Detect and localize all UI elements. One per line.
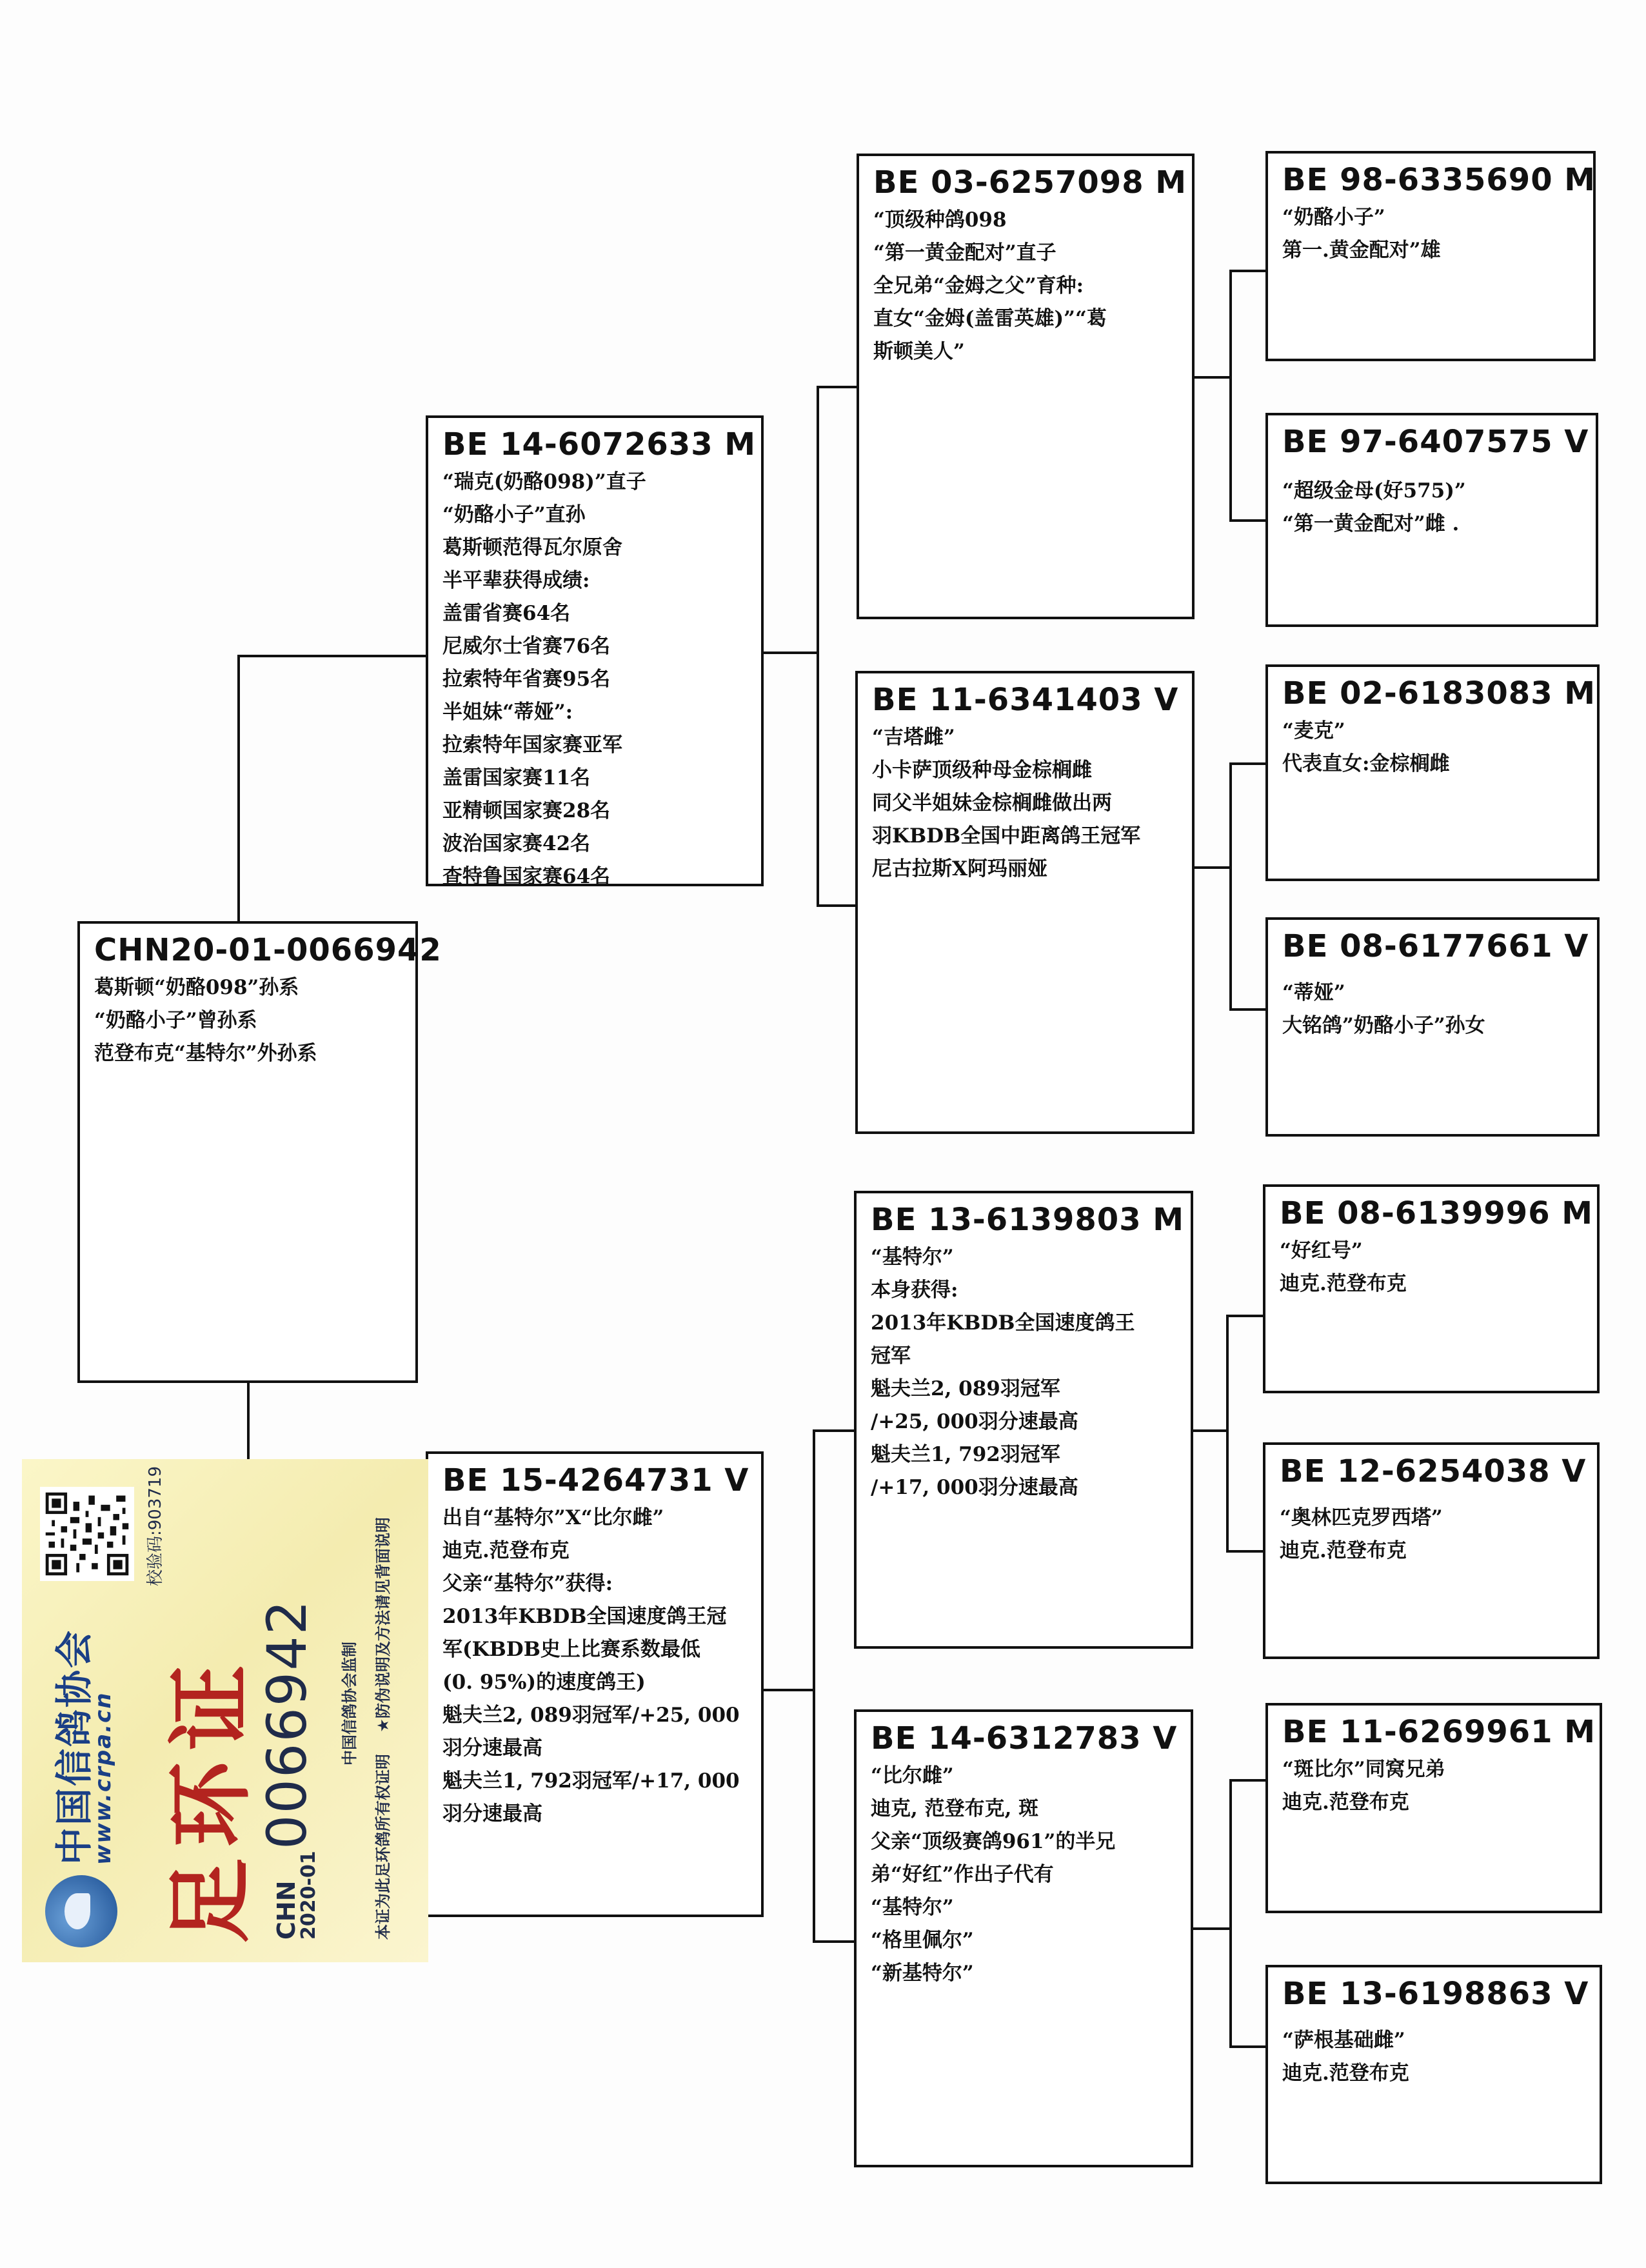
note-line: 2013年KBDB全国速度鸽王 xyxy=(871,1311,1135,1335)
pedigree-notes xyxy=(1282,463,1582,541)
note-line: 迪克.范登布克 xyxy=(1280,1539,1407,1562)
qr-code-icon xyxy=(40,1487,134,1581)
pedigree-notes xyxy=(871,1241,1176,1504)
note-line: 第一.黄金配对”雄 xyxy=(1282,239,1441,262)
pedigree-box-dam xyxy=(426,1451,764,1917)
pedigree-box-sire xyxy=(426,415,764,886)
note-line: 出自“基特尔”X“比尔雌” xyxy=(442,1506,664,1529)
note-line: 盖雷省赛64名 xyxy=(442,602,571,625)
certificate-country: CHN xyxy=(272,1880,301,1940)
note-line xyxy=(1280,1493,1583,1502)
ring-number: BE 08-6177661 V xyxy=(1282,928,1589,964)
ring-number: CHN20-01-0066942 xyxy=(94,932,442,968)
ring-number: BE 08-6139996 M xyxy=(1280,1195,1594,1231)
note-line: 直女“金姆(盖雷英雄)”“葛 xyxy=(873,307,1107,330)
note-line: (0. 95%)的速度鸽王) xyxy=(442,1671,646,1694)
note-line: “基特尔” xyxy=(871,1246,954,1269)
pedigree-notes xyxy=(1282,2015,1585,2090)
certificate-footer-ownership: 本证为此足环鸽所有权证明 xyxy=(374,1754,392,1940)
ring-number: BE 12-6254038 V xyxy=(1280,1453,1587,1489)
pigeon-emblem-icon xyxy=(45,1875,117,1947)
pedigree-notes xyxy=(1282,1753,1585,1819)
note-line xyxy=(1282,2015,1585,2024)
note-line: “瑞克(奶酪098)”直子 xyxy=(442,470,646,493)
note-line: “比尔雌” xyxy=(871,1764,954,1787)
ring-number: BE 15-4264731 V xyxy=(442,1462,749,1498)
pedigree-box-dam-sire xyxy=(854,1191,1193,1649)
note-line: 尼古拉斯X阿玛丽娅 xyxy=(872,857,1048,880)
note-line: “斑比尔”同窝兄弟 xyxy=(1282,1758,1445,1781)
note-line: 盖雷国家赛11名 xyxy=(442,766,591,790)
note-line: 斯顿美人” xyxy=(873,340,965,363)
note-line: “萨根基础雌” xyxy=(1282,2029,1405,2052)
note-line: 范登布克“基特尔”外孙系 xyxy=(94,1042,317,1065)
ring-number: BE 11-6341403 V xyxy=(872,682,1179,718)
note-line: 迪克.范登布克 xyxy=(442,1539,570,1562)
ring-number: BE 97-6407575 V xyxy=(1282,424,1589,460)
ring-number: BE 14-6072633 M xyxy=(442,426,757,463)
note-line: 羽分速最高 xyxy=(442,1736,542,1760)
note-line: “奶酪小子”直孙 xyxy=(442,503,586,526)
note-line: 葛斯顿“奶酪098”孙系 xyxy=(94,976,299,999)
note-line: 本身获得: xyxy=(871,1278,958,1302)
note-line: “顶级种鸽098 xyxy=(873,208,1007,232)
note-line: 全兄弟“金姆之父”育种: xyxy=(873,274,1084,297)
pedigree-notes xyxy=(871,1760,1176,1990)
pedigree-notes xyxy=(442,466,747,893)
ring-number: BE 13-6198863 V xyxy=(1282,1976,1589,2012)
note-line xyxy=(1282,968,1583,977)
note-line: 尼威尔士省赛76名 xyxy=(442,635,611,658)
pedigree-notes xyxy=(1280,1493,1583,1567)
note-line: 迪克.范登布克 xyxy=(1280,1272,1407,1295)
ring-certificate xyxy=(22,1459,428,1962)
note-line: 亚精顿国家赛28名 xyxy=(442,799,611,822)
note-line: 父亲“顶级赛鸽961”的半兄 xyxy=(871,1830,1116,1853)
note-line: 半平辈获得成绩: xyxy=(442,569,590,592)
note-line: “奶酪小子”曾孙系 xyxy=(94,1009,257,1032)
pedigree-notes xyxy=(94,971,401,1070)
note-line: “吉塔雌” xyxy=(872,726,955,749)
note-line: 魁夫兰2, 089羽冠军/+25, 000 xyxy=(442,1704,740,1727)
ring-number: BE 03-6257098 M xyxy=(873,164,1187,201)
note-line: “好红号” xyxy=(1280,1239,1363,1262)
note-line: 迪克.范登布克 xyxy=(1282,1791,1409,1814)
certificate-footer-supervisor: 中国信鸽协会监制 xyxy=(341,1642,359,1766)
certificate-number: 0066942 xyxy=(255,1598,319,1849)
certificate-year-code: 2020-01 xyxy=(297,1851,320,1940)
note-line: 拉索特年国家赛亚军 xyxy=(442,733,622,757)
pedigree-box-dd-dam xyxy=(1265,1965,1602,2184)
certificate-content xyxy=(28,1462,422,1959)
note-line: “麦克” xyxy=(1282,719,1345,742)
note-line: 迪克, 范登布克, 斑 xyxy=(871,1797,1039,1820)
note-line: 迪克.范登布克 xyxy=(1282,2062,1409,2085)
ring-number: BE 14-6312783 V xyxy=(871,1720,1178,1756)
note-line: 大铭鸽”奶酪小子”孙女 xyxy=(1282,1014,1485,1037)
note-line: “奶酪小子” xyxy=(1282,206,1385,229)
certificate-website: www.crpa.cn xyxy=(90,1691,116,1865)
pedigree-box-dam-dam xyxy=(854,1709,1193,2167)
note-line: 羽KBDB全国中距离鸽王冠军 xyxy=(872,824,1141,848)
ring-number: BE 02-6183083 M xyxy=(1282,675,1596,711)
note-line: 同父半姐妹金棕榈雌做出两 xyxy=(872,791,1112,815)
note-line: “第一黄金配对”直子 xyxy=(873,241,1056,264)
note-line xyxy=(1282,463,1582,475)
pedigree-notes xyxy=(1282,201,1579,267)
certificate-title: 足环证 xyxy=(161,1653,261,1944)
pedigree-box-ss-dam xyxy=(1265,413,1598,627)
note-line: 军(KBDB史上比赛系数最低 xyxy=(442,1638,700,1661)
note-line: 2013年KBDB全国速度鸽王冠 xyxy=(442,1605,727,1628)
pedigree-notes xyxy=(1282,968,1583,1042)
note-line: /+25, 000羽分速最高 xyxy=(871,1410,1078,1433)
ring-number: BE 98-6335690 M xyxy=(1282,162,1596,198)
note-line: 代表直女:金棕榈雌 xyxy=(1282,752,1450,775)
note-line: “蒂娅” xyxy=(1282,981,1345,1004)
note-line: “超级金母(好575)” xyxy=(1282,479,1466,502)
note-line: “第一黄金配对”雌 . xyxy=(1282,512,1460,535)
certificate-footer-anticounterfeit: ★防伪说明及方法请见背面说明 xyxy=(374,1517,392,1733)
note-line: /+17, 000羽分速最高 xyxy=(871,1476,1078,1499)
pedigree-notes xyxy=(442,1502,747,1831)
note-line: 半姐妹“蒂娅”: xyxy=(442,701,573,724)
pedigree-box-sd-sire xyxy=(1265,664,1600,881)
pedigree-box-subject xyxy=(77,921,442,1383)
pedigree-notes xyxy=(873,204,1178,368)
note-line: 查特鲁国家赛64名 xyxy=(442,865,611,888)
certificate-prefix xyxy=(273,1851,319,1940)
note-line: 葛斯顿范得瓦尔原舍 xyxy=(442,536,622,559)
note-line: 拉索特年省赛95名 xyxy=(442,668,611,691)
pedigree-box-sd-dam xyxy=(1265,917,1600,1137)
ring-number: BE 11-6269961 M xyxy=(1282,1714,1596,1750)
note-line: 魁夫兰1, 792羽冠军/+17, 000 xyxy=(442,1769,740,1793)
note-line: 羽分速最高 xyxy=(442,1802,542,1825)
note-line: 波治国家赛42名 xyxy=(442,832,591,855)
certificate-footer-notes xyxy=(370,1517,393,1940)
note-line: 魁夫兰2, 089羽冠军 xyxy=(871,1377,1060,1400)
note-line: 弟“好红”作出子代有 xyxy=(871,1863,1054,1886)
certificate-org-name: 中国信鸽协会 xyxy=(52,1628,96,1865)
pedigree-notes xyxy=(1280,1235,1583,1300)
note-line: 魁夫兰1, 792羽冠军 xyxy=(871,1443,1060,1466)
crpa-logo xyxy=(41,1625,125,1947)
certificate-check-code: 校验码:903719 xyxy=(146,1466,165,1586)
pedigree-notes xyxy=(872,721,1178,886)
pedigree-box-sire-dam xyxy=(855,671,1195,1134)
note-line: “奥林匹克罗西塔” xyxy=(1280,1506,1443,1529)
pedigree-notes xyxy=(1282,715,1583,781)
note-line: 父亲“基特尔”获得: xyxy=(442,1572,613,1595)
ring-number: BE 13-6139803 M xyxy=(871,1202,1185,1238)
note-line: 冠军 xyxy=(871,1344,911,1368)
pedigree-box-ss-sire xyxy=(1265,151,1596,361)
note-line: 小卡萨顶级种母金棕榈雌 xyxy=(872,759,1092,782)
pedigree-box-dd-sire xyxy=(1265,1703,1602,1913)
pedigree-box-ds-sire xyxy=(1263,1184,1600,1393)
note-line: “格里佩尔” xyxy=(871,1929,974,1952)
note-line: “新基特尔” xyxy=(871,1962,974,1985)
pedigree-box-ds-dam xyxy=(1263,1442,1600,1659)
note-line: “基特尔” xyxy=(871,1896,954,1919)
pedigree-box-sire-sire xyxy=(857,154,1195,619)
